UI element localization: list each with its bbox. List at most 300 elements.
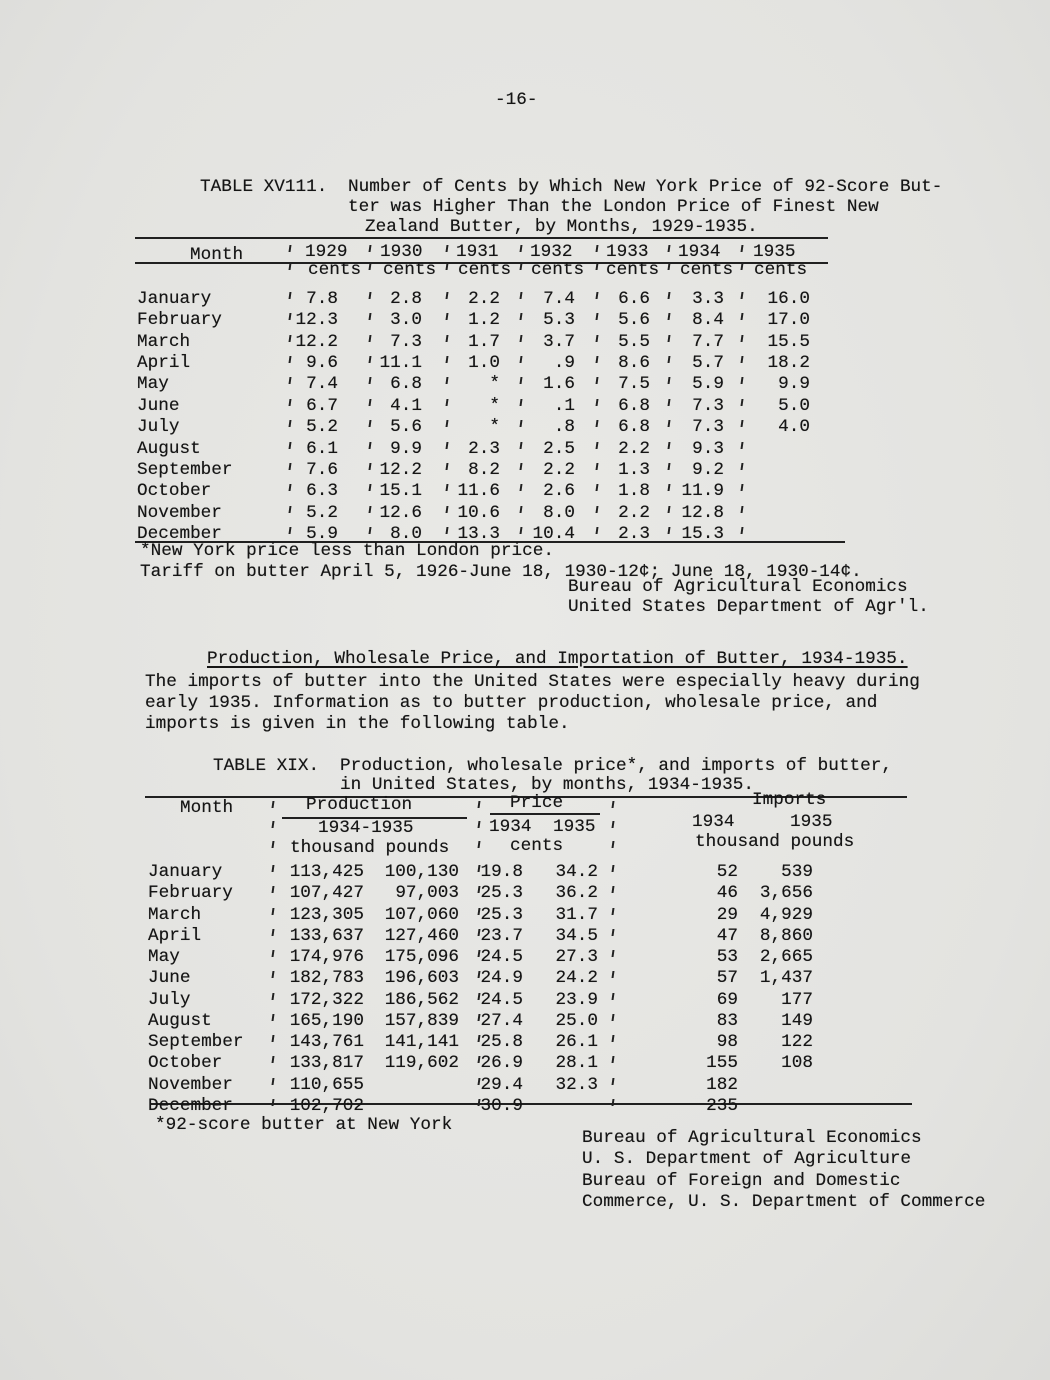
- table18-value-cell: 7.6: [306, 460, 338, 480]
- column-separator-mark: [289, 484, 292, 491]
- table19-imports-1935-cell: 177: [781, 990, 813, 1010]
- table19-production-1935-cell: 97,003: [395, 883, 459, 903]
- column-separator-mark: [289, 313, 292, 320]
- table18-value-cell: 15.1: [379, 481, 422, 501]
- table18-value-cell: 15.5: [767, 332, 810, 352]
- column-separator-mark: [596, 245, 599, 252]
- column-separator-mark: [446, 263, 449, 270]
- column-separator-mark: [668, 356, 671, 363]
- table19-imports-1934-cell: 83: [716, 1011, 738, 1031]
- column-separator-mark: [668, 442, 671, 449]
- table18-value-cell: 9.9: [390, 439, 422, 459]
- column-separator-mark: [369, 420, 372, 427]
- table19-production-1935-cell: 186,562: [384, 990, 459, 1010]
- table18-unit-label: cents: [383, 260, 437, 280]
- section-heading: Production, Wholesale Price, and Importation of Butter, 1934-1935.: [207, 649, 908, 669]
- table19-production-1934-cell: 165,190: [289, 1011, 364, 1031]
- table19-price-1934-cell: 30.9: [480, 1096, 523, 1116]
- table18-value-cell: .9: [553, 353, 575, 373]
- column-separator-mark: [668, 399, 671, 406]
- table18-unit-label: cents: [754, 260, 808, 280]
- column-separator-mark: [446, 399, 449, 406]
- table18-value-cell: 6.6: [618, 289, 650, 309]
- column-separator-mark: [478, 841, 481, 848]
- table19-price-1935-cell: 24.2: [555, 968, 598, 988]
- table19-price-year-1935: 1935: [553, 817, 596, 837]
- column-separator-mark: [289, 399, 292, 406]
- column-separator-mark: [369, 313, 372, 320]
- column-separator-mark: [741, 245, 744, 252]
- table18-value-cell: 2.2: [543, 460, 575, 480]
- table18-month-label: March: [137, 332, 191, 352]
- table18-year-header: 1929: [305, 242, 348, 262]
- table19-source-line-1: Bureau of Agricultural Economics: [582, 1128, 922, 1148]
- table18-value-cell: 15.3: [681, 524, 724, 544]
- column-separator-mark: [520, 313, 523, 320]
- column-separator-mark: [289, 463, 292, 470]
- table18-value-cell: 3.7: [543, 332, 575, 352]
- table19-price-1934-cell: 25.3: [480, 905, 523, 925]
- table18-month-label: June: [137, 396, 180, 416]
- table19-production-header: Production: [306, 795, 413, 815]
- column-separator-mark: [272, 929, 275, 936]
- column-separator-mark: [612, 1035, 615, 1042]
- table18-value-cell: 17.0: [767, 310, 810, 330]
- table18-year-header: 1931: [456, 242, 499, 262]
- table19-imports-1934-cell: 69: [716, 990, 738, 1010]
- table18-tariff-note: Tariff on butter April 5, 1926-June 18, 1930-12¢; June 18, 1930-14¢.: [140, 562, 862, 582]
- column-separator-mark: [596, 420, 599, 427]
- column-separator-mark: [520, 245, 523, 252]
- table18-year-header: 1934: [678, 242, 721, 262]
- table18-value-cell: 5.9: [692, 374, 724, 394]
- table19-production-years: 1934-1935: [318, 818, 414, 838]
- table18-value-cell: 2.2: [618, 439, 650, 459]
- table19-production-unit: thousand pounds: [290, 838, 450, 858]
- table18-unit-label: cents: [606, 260, 660, 280]
- column-separator-mark: [446, 377, 449, 384]
- column-separator-mark: [668, 463, 671, 470]
- table18-value-cell: 5.7: [692, 353, 724, 373]
- table19-production-1935-cell: 157,839: [384, 1011, 459, 1031]
- table19-production-1934-cell: 172,322: [289, 990, 364, 1010]
- column-separator-mark: [741, 463, 744, 470]
- column-separator-mark: [612, 1014, 615, 1021]
- column-separator-mark: [596, 442, 599, 449]
- table18-value-cell: 7.4: [543, 289, 575, 309]
- table18-unit-label: cents: [531, 260, 585, 280]
- table18-month-header: Month: [190, 245, 244, 265]
- table18-value-cell: 12.2: [379, 460, 422, 480]
- table19-production-1934-cell: 113,425: [289, 862, 364, 882]
- table19-imports-1935-cell: 108: [781, 1053, 813, 1073]
- table19-production-1935-cell: 107,060: [384, 905, 459, 925]
- table18-value-cell: 3.0: [390, 310, 422, 330]
- column-separator-mark: [272, 1078, 275, 1085]
- column-separator-mark: [668, 313, 671, 320]
- table18-value-cell: 8.0: [543, 503, 575, 523]
- table19-bottom-rule: [150, 1103, 912, 1105]
- table19-price-1935-cell: 31.7: [555, 905, 598, 925]
- column-separator-mark: [369, 399, 372, 406]
- table19-price-1935-cell: 34.2: [555, 862, 598, 882]
- table18-value-cell: 9.6: [306, 353, 338, 373]
- column-separator-mark: [369, 335, 372, 342]
- table18-month-label: April: [137, 353, 191, 373]
- table18-value-cell: 6.8: [618, 417, 650, 437]
- table19-source-line-4: Commerce, U. S. Department of Commerce: [582, 1192, 986, 1212]
- table18-caption-line-1: Number of Cents by Which New York Price of 92-Score But-: [348, 177, 943, 197]
- page-number: -16-: [495, 90, 538, 110]
- column-separator-mark: [272, 821, 275, 828]
- table18-value-cell: 5.2: [306, 417, 338, 437]
- column-separator-mark: [369, 506, 372, 513]
- column-separator-mark: [369, 356, 372, 363]
- column-separator-mark: [612, 801, 615, 808]
- table18-value-cell: *: [489, 417, 500, 437]
- table18-value-cell: 2.3: [468, 439, 500, 459]
- table19-month-label: April: [148, 926, 202, 946]
- column-separator-mark: [741, 356, 744, 363]
- table18-value-cell: 11.1: [379, 353, 422, 373]
- table18-footnote: *New York price less than London price.: [140, 541, 554, 561]
- column-separator-mark: [369, 377, 372, 384]
- table18-value-cell: 4.1: [390, 396, 422, 416]
- column-separator-mark: [272, 971, 275, 978]
- table18-value-cell: 12.2: [295, 332, 338, 352]
- table18-source-line-1: Bureau of Agricultural Economics: [568, 577, 908, 597]
- column-separator-mark: [446, 313, 449, 320]
- column-separator-mark: [612, 950, 615, 957]
- table18-value-cell: 8.6: [618, 353, 650, 373]
- table19-price-header: Price: [510, 793, 564, 813]
- table18-value-cell: 2.2: [618, 503, 650, 523]
- column-separator-mark: [272, 950, 275, 957]
- table19-price-1935-cell: 32.3: [555, 1075, 598, 1095]
- table19-price-1935-cell: 27.3: [555, 947, 598, 967]
- column-separator-mark: [520, 420, 523, 427]
- column-separator-mark: [289, 335, 292, 342]
- table18-year-header: 1930: [380, 242, 423, 262]
- column-separator-mark: [272, 886, 275, 893]
- column-separator-mark: [741, 420, 744, 427]
- column-separator-mark: [272, 841, 275, 848]
- column-separator-mark: [612, 841, 615, 848]
- column-separator-mark: [596, 377, 599, 384]
- table19-imports-1934-cell: 182: [706, 1075, 738, 1095]
- paragraph-line-3: imports is given in the following table.: [145, 714, 570, 734]
- table18-value-cell: *: [489, 396, 500, 416]
- table19-imports-1934-cell: 235: [706, 1096, 738, 1116]
- column-separator-mark: [596, 263, 599, 270]
- table18-value-cell: 6.1: [306, 439, 338, 459]
- table19-imports-1935-cell: 1,437: [759, 968, 813, 988]
- table19-price-unit: cents: [510, 836, 564, 856]
- table18-month-label: January: [137, 289, 212, 309]
- column-separator-mark: [520, 506, 523, 513]
- table19-month-label: December: [148, 1096, 233, 1116]
- table19-imports-year-1935: 1935: [790, 812, 833, 832]
- column-separator-mark: [520, 335, 523, 342]
- table19-production-1935-cell: 119,602: [384, 1053, 459, 1073]
- table19-production-1934-cell: 107,427: [289, 883, 364, 903]
- table19-imports-1935-cell: 149: [781, 1011, 813, 1031]
- column-separator-mark: [596, 463, 599, 470]
- table18-value-cell: 9.2: [692, 460, 724, 480]
- table19-month-label: May: [148, 947, 180, 967]
- column-separator-mark: [741, 527, 744, 534]
- table19-price-1934-cell: 29.4: [480, 1075, 523, 1095]
- column-separator-mark: [446, 420, 449, 427]
- table18-value-cell: 8.2: [468, 460, 500, 480]
- column-separator-mark: [446, 442, 449, 449]
- table18-caption-line-2: ter was Higher Than the London Price of Finest New: [348, 197, 879, 217]
- table18-value-cell: 7.3: [390, 332, 422, 352]
- column-separator-mark: [596, 356, 599, 363]
- table18-value-cell: 5.9: [306, 524, 338, 544]
- column-separator-mark: [369, 292, 372, 299]
- table19-imports-1935-cell: 3,656: [759, 883, 813, 903]
- column-separator-mark: [478, 801, 481, 808]
- table19-production-1934-cell: 182,783: [289, 968, 364, 988]
- table18-value-cell: 12.8: [681, 503, 724, 523]
- table18-value-cell: 1.0: [468, 353, 500, 373]
- table19-production-1935-cell: 141,141: [384, 1032, 459, 1052]
- table19-month-label: November: [148, 1075, 233, 1095]
- column-separator-mark: [668, 335, 671, 342]
- column-separator-mark: [289, 356, 292, 363]
- column-separator-mark: [369, 442, 372, 449]
- column-separator-mark: [272, 801, 275, 808]
- table18-value-cell: 11.9: [681, 481, 724, 501]
- table19-price-year-1934: 1934: [489, 817, 532, 837]
- column-separator-mark: [612, 929, 615, 936]
- table18-value-cell: 7.7: [692, 332, 724, 352]
- table18-value-cell: 1.6: [543, 374, 575, 394]
- column-separator-mark: [289, 263, 292, 270]
- table19-imports-1934-cell: 47: [716, 926, 738, 946]
- table19-price-1934-cell: 23.7: [480, 926, 523, 946]
- table18-value-cell: 16.0: [767, 289, 810, 309]
- column-separator-mark: [612, 865, 615, 872]
- table18-unit-label: cents: [308, 260, 362, 280]
- column-separator-mark: [369, 484, 372, 491]
- paragraph-line-2: early 1935. Information as to butter production, wholesale price, and: [145, 693, 878, 713]
- table18-value-cell: 11.6: [457, 481, 500, 501]
- column-separator-mark: [272, 993, 275, 1000]
- table18-value-cell: 1.8: [618, 481, 650, 501]
- column-separator-mark: [289, 506, 292, 513]
- table18-month-label: August: [137, 439, 201, 459]
- table19-production-1934-cell: 133,637: [289, 926, 364, 946]
- column-separator-mark: [520, 527, 523, 534]
- table18-value-cell: 6.7: [306, 396, 338, 416]
- table18-month-label: September: [137, 460, 233, 480]
- column-separator-mark: [741, 484, 744, 491]
- table18-month-label: May: [137, 374, 169, 394]
- table19-imports-1935-cell: 539: [781, 862, 813, 882]
- column-separator-mark: [596, 484, 599, 491]
- table19-imports-1934-cell: 53: [716, 947, 738, 967]
- table19-imports-1935-cell: 8,860: [759, 926, 813, 946]
- table18-value-cell: 5.6: [618, 310, 650, 330]
- table19-price-1934-cell: 24.5: [480, 990, 523, 1010]
- table18-value-cell: 4.0: [778, 417, 810, 437]
- column-separator-mark: [369, 463, 372, 470]
- column-separator-mark: [369, 527, 372, 534]
- table19-month-header: Month: [180, 798, 234, 818]
- column-separator-mark: [520, 399, 523, 406]
- table19-source-line-3: Bureau of Foreign and Domestic: [582, 1171, 901, 1191]
- table18-month-label: December: [137, 524, 222, 544]
- column-separator-mark: [520, 263, 523, 270]
- table19-price-1934-cell: 24.9: [480, 968, 523, 988]
- column-separator-mark: [741, 399, 744, 406]
- table18-value-cell: 2.3: [618, 524, 650, 544]
- table19-price-1934-cell: 27.4: [480, 1011, 523, 1031]
- column-separator-mark: [596, 399, 599, 406]
- table18-value-cell: 9.9: [778, 374, 810, 394]
- table19-caption-line-1: Production, wholesale price*, and imports of butter,: [340, 756, 892, 776]
- table18-year-header: 1933: [606, 242, 649, 262]
- column-separator-mark: [446, 463, 449, 470]
- table18-value-cell: 5.3: [543, 310, 575, 330]
- column-separator-mark: [612, 1078, 615, 1085]
- table19-imports-1934-cell: 155: [706, 1053, 738, 1073]
- table19-price-1934-cell: 24.5: [480, 947, 523, 967]
- table18-top-rule: [135, 237, 828, 239]
- table19-price-1935-cell: 25.0: [555, 1011, 598, 1031]
- column-separator-mark: [612, 993, 615, 1000]
- column-separator-mark: [289, 377, 292, 384]
- column-separator-mark: [272, 908, 275, 915]
- table19-production-1935-cell: 196,603: [384, 968, 459, 988]
- table19-month-label: June: [148, 968, 191, 988]
- column-separator-mark: [478, 821, 481, 828]
- table18-value-cell: 10.4: [532, 524, 575, 544]
- column-separator-mark: [668, 527, 671, 534]
- table19-production-1934-cell: 133,817: [289, 1053, 364, 1073]
- table18-value-cell: 5.6: [390, 417, 422, 437]
- table19-imports-year-1934: 1934: [692, 812, 735, 832]
- table19-price-1935-cell: 26.1: [555, 1032, 598, 1052]
- table19-price-header-rule: [490, 813, 600, 815]
- column-separator-mark: [741, 335, 744, 342]
- column-separator-mark: [741, 442, 744, 449]
- column-separator-mark: [369, 245, 372, 252]
- table18-value-cell: 5.0: [778, 396, 810, 416]
- table19-price-1934-cell: 26.9: [480, 1053, 523, 1073]
- table19-production-1934-cell: 174,976: [289, 947, 364, 967]
- table18-value-cell: 2.5: [543, 439, 575, 459]
- table18-value-cell: 7.8: [306, 289, 338, 309]
- column-separator-mark: [596, 335, 599, 342]
- table18-month-label: November: [137, 503, 222, 523]
- table18-value-cell: 1.7: [468, 332, 500, 352]
- table18-value-cell: 9.3: [692, 439, 724, 459]
- table18-value-cell: 2.8: [390, 289, 422, 309]
- column-separator-mark: [520, 292, 523, 299]
- column-separator-mark: [596, 292, 599, 299]
- column-separator-mark: [612, 1056, 615, 1063]
- table19-production-1934-cell: 110,655: [289, 1075, 364, 1095]
- table18-value-cell: 6.8: [390, 374, 422, 394]
- table18-value-cell: 1.3: [618, 460, 650, 480]
- table19-price-1934-cell: 19.8: [480, 862, 523, 882]
- table19-imports-unit: thousand pounds: [695, 832, 855, 852]
- table19-footnote: *92-score butter at New York: [155, 1115, 453, 1135]
- column-separator-mark: [272, 1056, 275, 1063]
- table19-imports-header: Imports: [752, 790, 827, 810]
- column-separator-mark: [520, 463, 523, 470]
- column-separator-mark: [596, 506, 599, 513]
- column-separator-mark: [446, 527, 449, 534]
- column-separator-mark: [446, 356, 449, 363]
- column-separator-mark: [668, 377, 671, 384]
- column-separator-mark: [520, 484, 523, 491]
- table19-imports-1934-cell: 57: [716, 968, 738, 988]
- table18-month-label: October: [137, 481, 212, 501]
- table18-value-cell: 8.0: [390, 524, 422, 544]
- table18-value-cell: *: [489, 374, 500, 394]
- table18-year-header: 1932: [530, 242, 573, 262]
- column-separator-mark: [272, 865, 275, 872]
- table19-imports-1934-cell: 98: [716, 1032, 738, 1052]
- table19-month-label: February: [148, 883, 233, 903]
- table18-month-label: July: [137, 417, 180, 437]
- column-separator-mark: [741, 313, 744, 320]
- table18-caption-line-3: Zealand Butter, by Months, 1929-1935.: [365, 217, 758, 237]
- column-separator-mark: [446, 292, 449, 299]
- table19-price-1935-cell: 23.9: [555, 990, 598, 1010]
- column-separator-mark: [612, 886, 615, 893]
- table18-value-cell: 18.2: [767, 353, 810, 373]
- table19-month-label: July: [148, 990, 191, 1010]
- table18-value-cell: 12.3: [295, 310, 338, 330]
- column-separator-mark: [596, 313, 599, 320]
- table18-value-cell: 7.3: [692, 417, 724, 437]
- table18-value-cell: 6.3: [306, 481, 338, 501]
- column-separator-mark: [272, 1014, 275, 1021]
- table18-value-cell: .1: [553, 396, 575, 416]
- column-separator-mark: [369, 263, 372, 270]
- column-separator-mark: [520, 442, 523, 449]
- table18-value-cell: 5.2: [306, 503, 338, 523]
- table19-price-1934-cell: 25.3: [480, 883, 523, 903]
- table18-value-cell: 12.6: [379, 503, 422, 523]
- table18-year-header: 1935: [753, 242, 796, 262]
- column-separator-mark: [668, 245, 671, 252]
- table18-unit-label: cents: [680, 260, 734, 280]
- table18-month-label: February: [137, 310, 222, 330]
- column-separator-mark: [741, 292, 744, 299]
- column-separator-mark: [446, 245, 449, 252]
- column-separator-mark: [612, 971, 615, 978]
- table18-unit-label: cents: [458, 260, 512, 280]
- column-separator-mark: [289, 420, 292, 427]
- table19-price-1935-cell: 36.2: [555, 883, 598, 903]
- column-separator-mark: [520, 356, 523, 363]
- table19-production-1934-cell: 123,305: [289, 905, 364, 925]
- table18-value-cell: 5.5: [618, 332, 650, 352]
- table19-month-label: September: [148, 1032, 244, 1052]
- table18-value-cell: 1.2: [468, 310, 500, 330]
- table19-imports-1935-cell: 2,665: [759, 947, 813, 967]
- table19-price-1935-cell: 34.5: [555, 926, 598, 946]
- column-separator-mark: [668, 420, 671, 427]
- column-separator-mark: [668, 484, 671, 491]
- column-separator-mark: [741, 377, 744, 384]
